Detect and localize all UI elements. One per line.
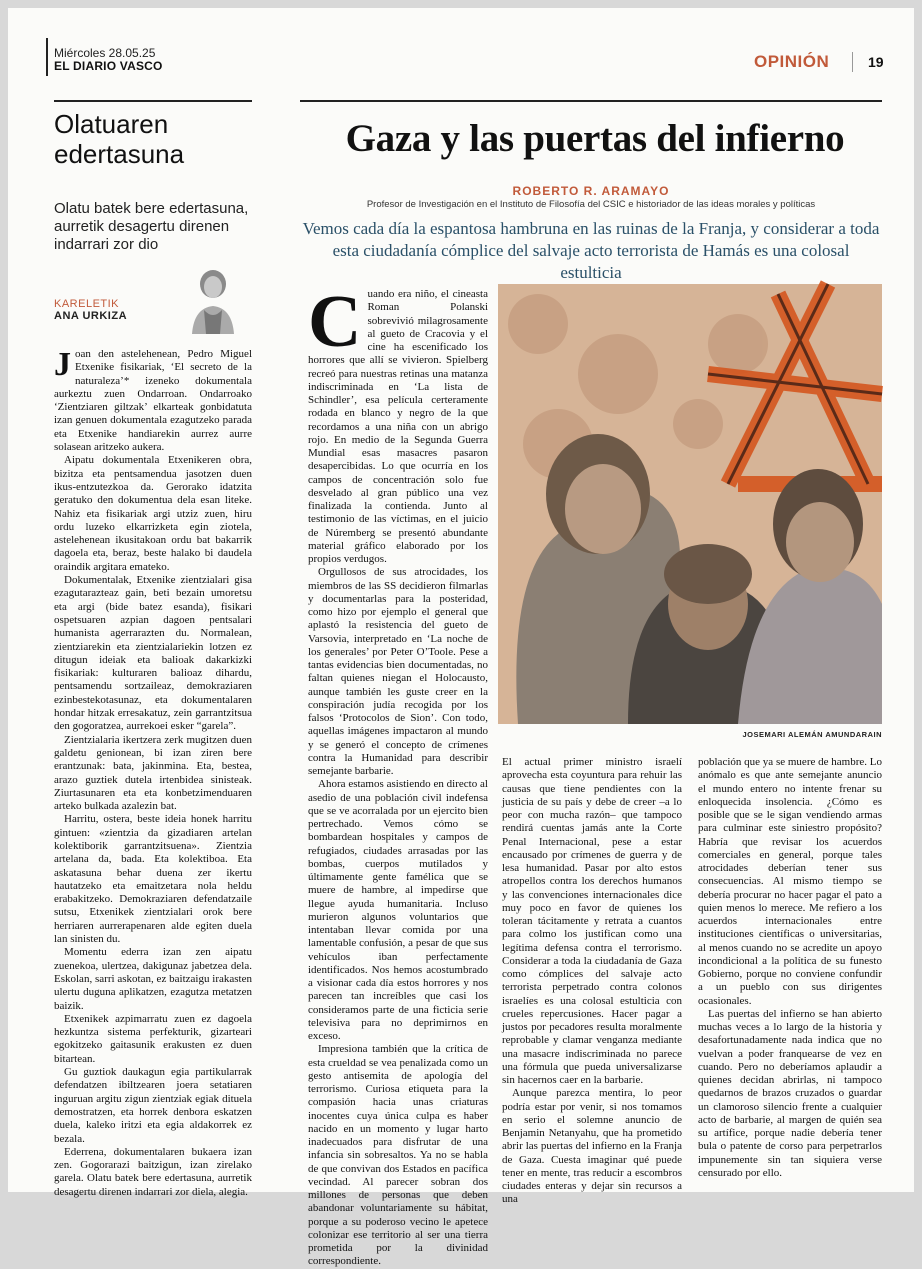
drop-cap: J [54,346,71,383]
header-rule [46,38,48,76]
paragraph: Zientzialaria ikertzera zerk mugitzen duen galdetu genionean, bi izan ziren bere erantzunak: bata, jakinmina. Eta, bestea, arazo guztiek dutela irtenbidea sinisteak. Ziurtasunaren eta eta konbetzimenduaren arteko bulkada azalezin bat. [54,733,252,813]
header-section: OPINIÓN [754,52,830,71]
paragraph: Aipatu dokumentala Etxenikeren obra, bizitza eta pentsamendua jasotzen duen ikus-entzutezkoa da. Gerorako idatzita geratuko den dokumentua dela esan liteke. Nahiz eta fisikariak argi utziz zuen, hiru ordu luzeko elkarrizketa egin ziotela, astelehenean ikusitakoan ordu bat bakarrik dagoela eta, beraz, beste halako bi daudela oraindik argitara emateko. [54,454,252,573]
author-photo-icon [186,264,240,334]
article-headline: Gaza y las puertas del infierno [345,117,845,160]
newspaper-page [8,8,914,1268]
paragraph: Joan den astelehenean, Pedro Miguel Etxenike fisikariak, ‘El secreto de la naturaleza’* izeneko dokumentala aurkeztu zuen Ondarroan. Ondarroako ‘Zientziaren giltzak’ elkarteak gonbidatuta izan genuen dokumentala ezagutzeko parada eta Etxenike handiarekin aurrez aurre solasean aritzeko aukera. [54,346,252,454]
paragraph: Las puertas del infierno se han abierto muchas veces a lo largo de la historia y desafortunadamente nada indica que no vuelvan a poder franquearse de vez en cuando. Pero no deberíamos aplaudir a quienes decidan abrirlas, ni tampoco quedarnos de brazos cruzados o guardar un clamoroso silencio frente a cualquier acto de barbarie, al margen de quién sea su artífice, porque nadie debería tener bula o patente de corso para perpetrarlos impunemente sin tan siquiera verse censurado por ello. [698,1007,882,1179]
column-intro: Olatu batek bere edertasuna, aurretik desagertu direnen indarrari zor dio [54,200,249,253]
page-number: 19 [868,54,884,70]
paragraph: Ahora estamos asistiendo en directo al asedio de una población civil indefensa que se ve acorralada por un ejercito bien pertrechado. Vemos cómo se bombardean hospitales y campos de refugiados, ciudades arrasadas por las bombas, cuerpos mutilados y últimamente gente famélica que se muere de hambre, al impedirse que llegue ayuda humanitaria. Incluso murieron algunos voluntarios que intentaban llevar comida por una lamentable confusión, a pesar de que sus vehículos iban perfectamente identificados. Nos hemos acostumbrado a visionar cada día estos horrores y nos parecen tan increíbles que casi los consideramos parte de una ficticia serie televisiva para no deprimirnos en exceso. [308,778,488,1042]
column-title: Olatuaren edertasuna [54,109,185,169]
column-body [54,348,252,1199]
header-paper-name: EL DIARIO VASCO [54,59,163,73]
paragraph: Impresiona también que la crítica de esta crueldad se vea penalizada como un gesto antisemita de apología del terrorismo. Curiosa etiqueta para la compasión hacia unas criaturas inocentes cuya única culpa es haber nacido en un momento y lugar harto inadecuados para disfrutar de una infancia sin sobresaltos. Ya no se habla de que convivan dos Estados en pacífica vecindad. Al parecer sobran dos millones de personas que deben abandonar voluntariamente su hábitat, porque a su poderoso vecino le apetece colonizar ese territorio al ser una tierra prometida por la divinidad correspondiente. [308,1043,488,1268]
header-divider [852,52,853,72]
article-column-2 [502,756,682,1207]
article-byline: ROBERTO R. ARAMAYO [512,184,670,198]
paragraph: Dokumentalak, Etxenike zientzialari gisa ezagutarazteaz gain, beti bezain umoretsu eta argi (bide batez esanda), fisikari ospetsuaren azpian dagoen pentsalari humanista agerrarazten du. Normalean, zientziarekin eta zientzialariekin lotzen ez ditugun ideiak eta balioak dakarkizki fisikariak: kulturaren balioaz dihardu, pentsamendu sortzaileaz, demokraziaren ezinbestekotasunaz, eta dokumentalaren hondar hitzak erresakatuz, zein garrantzitsua den gogoratzea, aurrekoei esker “garela”. [54,574,252,733]
left-column-rule [54,100,252,102]
article-column-1 [308,281,488,1269]
paragraph: Orgullosos de sus atrocidades, los miembros de las SS decidieron filmarlas y documentarlas para la posteridad, como hizo por ejemplo el general que aplastó la resistencia del gueto de Varsovia, interpretado en ‘La noche de los generales’ por Peter O’Toole. Pese a tantas evidencias bien documentadas, no faltan quienes niegan el Holocausto, aunque también les guste creer en la conspiración judía recogida por los falsos ‘Protocolos de Sion’. Con todo, aquellas imágenes impactaron al mundo y se generó el concepto de crímenes contra la Humanidad para describir semejante barbarie. [308,566,488,777]
author-role: Profesor de Investigación en el Instituto de Filosofía del CSIC e historiador de las ideas morales y políticas [366,199,816,210]
main-column-rule [300,100,882,102]
paragraph: población que ya se muere de hambre. Lo anómalo es que ante semejante anuncio el mundo entero no intente frenar su enloquecida insolencia. ¿Cómo es posible que se le sigan vendiendo armas para culminar este siniestro propósito? Habría que revisar los acuerdos comerciales en general, porque tales atrocidades deberían tener sus consecuencias. Al mismo tiempo se debería procurar no hacer pagar el pato a quien menos lo merece. Me refiero a los acuerdos internacionales entre instituciones científicas o universitarias, al menos cuando no se acredite un apoyo incondicional a la política de su funesto Gobierno, porque no conviene confundir a un pueblo con sus dirigentes ocasionales. [698,756,882,1007]
column-author: ANA URKIZA [54,310,128,322]
column-kicker: KARELETIK [54,298,120,310]
paragraph: Gu guztiok daukagun egia partikularrak defendatzen ibiltzearen joera setatiaren inguruan argitu zigun zientziak egiak dituela demostratzen, eta horrek denbora eskatzen duela, kaleko iritzi eta egia aldakorrek ez bezala. [54,1066,252,1145]
paragraph: El actual primer ministro israelí aprovecha esta coyuntura para rehuir las causas que tiene pendientes con la justicia de su país y debe de creer –a lo peor con mucha razón– que tampoco rendirá cuentas jamás ante la Corte Penal Internacional, pese a estar encausado por crímenes de guerra y de lesa humanidad. Pasar por alto estos atropellos contra los derechos humanos y las convenciones internacionales dice muy poco en favor de quienes los toleran tácitamente y retrata a cuantos para colmo los justifican como una legítima defensa contra el terrorismo. Considerar a toda la ciudadanía de Gaza como cómplices del salvaje acto terrorista perpetrado contra colonos israelíes es una colosal estulticia con crueles repercusiones. Hacer pagar a justos por pecadores resulta moralmente reprobable y clamar venganza mediante una masacre indiscriminada no parece una fórmula que pueda universalizarse sin hacernos caer en la barbarie. [502,756,682,1086]
paragraph: Cuando era niño, el cineasta Roman Polanski sobrevivió milagrosamente al gueto de Cracovia y el cine ha escenificado los horrores que allí se vivieron. Spielberg recreó para nuestras retinas una matanza indiscriminada en ‘La lista de Schindler’, esa película certeramente rodada en blanco y negro de la que recordamos a una niña con un abrigo rojo. En medio de la Segunda Guerra Mundial esas masacres pasaron desapercibidas. Lo que ocurría en los campos de concentración solo fue desvelado al gran público una vez finalizada la contienda. Junto al testimonio de las víctimas, en el juicio de Núremberg se presentó abundante material gráfico elaborado por los propios verdugos. [308,281,488,565]
drop-cap: C [308,281,362,363]
paragraph: Momentu ederra izan zen aipatu zuenekoa, ulertzea, dakigunaz jabetzea dela. Eskolan, sarri askotan, ez baitzaigu irakasten ulertu duguna aplikatzen, ezagutza metatzen baizik. [54,946,252,1012]
paragraph: Etxenikek azpimarratu zuen ez dagoela hezkuntza sistema perfekturik, gizarteari egokitzeko gaitasunik erakusten ez duen bitartean. [54,1012,252,1065]
article-column-3 [698,756,882,1180]
header-date: Miércoles 28.05.25 [54,46,156,60]
paragraph: Aunque parezca mentira, lo peor podría estar por venir, si nos tomamos en serio el solemne anuncio de Benjamin Netanyahu, que ha prometido abrir las puertas del infierno en la Franja de Gaza. Cuesta imaginar qué puede tener en mente, tras reducir a escombros ciudades enteras y dejar sin recursos a una [502,1087,682,1206]
paragraph: Harritu, ostera, beste ideia honek harritu gintuen: «zientzia da gizadiaren artelan kolektiborik garrantzitsuena». Zientzia artelana da, bada. Eta kolektiboa. Eta askatasuna behar duena zer ikertu hautatzeko eta emaitzetara nola heldu erabakitzeko. Demokraziaren defendatzaile sutsu, Etxenikek zientzialari orok bere herriaren aurrerapenaren alde egiten duela lan sinisten du. [54,813,252,946]
illustration-credit: JOSEMARI ALEMÁN AMUNDARAIN [742,730,882,739]
article-subtitle: Vemos cada día la espantosa hambruna en las ruinas de la Franja, y considerar a toda esta ciudadanía cómplice del salvaje acto terrorista de Hamás es una colosal estulticia [302,219,880,282]
children-illustration-icon [498,284,882,724]
paragraph: Ederrena, dokumentalaren bukaera izan zen. Gogorarazi baitzigun, izan zirelako garela. Olatu batek bere edertasuna, aurretik desagertu direnen indarrari zor diela, alegia. [54,1145,252,1198]
